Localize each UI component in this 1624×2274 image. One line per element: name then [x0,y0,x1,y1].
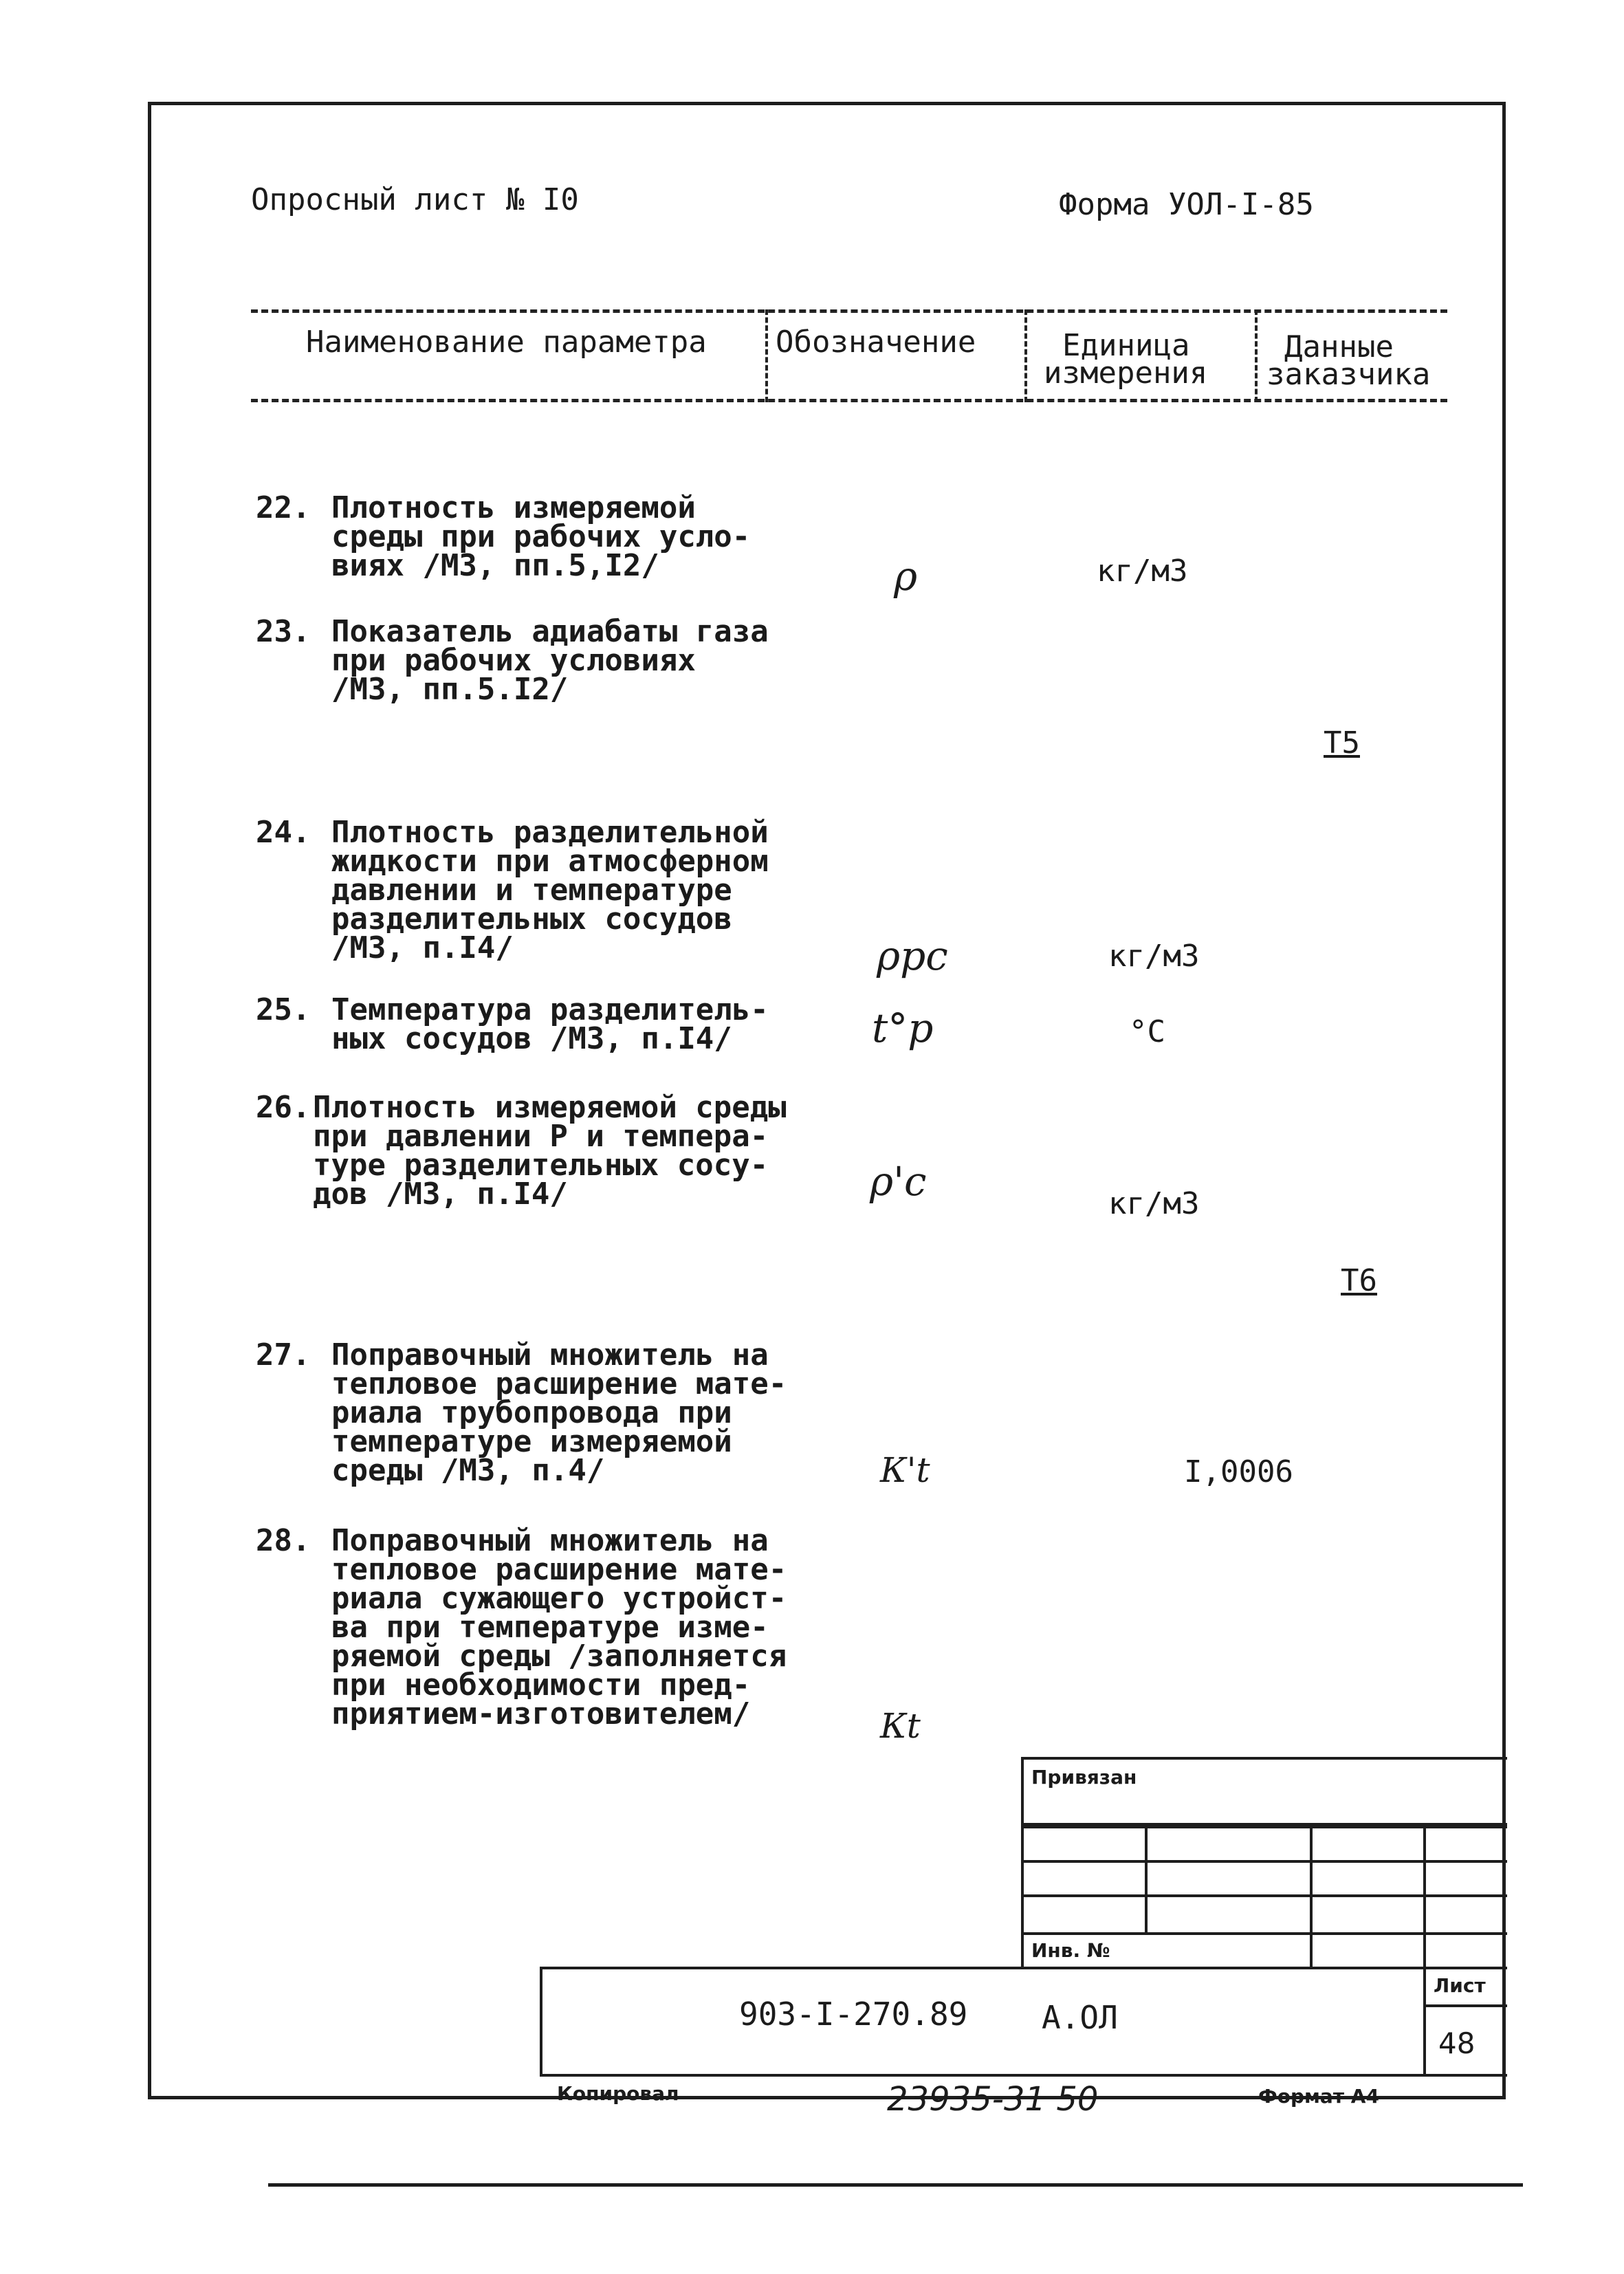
item-23-line2: при рабочих условиях [331,643,696,678]
item-28-line6: при необходимости пред- [331,1668,751,1703]
item-22-line2: среды при рабочих усло- [331,519,751,554]
header-top-rule [251,309,1447,313]
stamp-grid-row2 [1021,1860,1507,1863]
marker-t6: Т6 [1341,1263,1377,1298]
item-27-value: I,0006 [1184,1454,1293,1489]
item-22-line3: виях /М3, пп.5,I2/ [331,548,659,583]
item-27-line2: тепловое расширение мате- [331,1366,787,1401]
item-24-unit: кг/м3 [1108,939,1200,974]
item-23-line1: Показатель адиабаты газа [331,614,769,649]
stamp-grid-row4 [1021,1932,1507,1935]
item-27-line5: среды /М3, п.4/ [331,1453,605,1488]
bottom-rule [268,2183,1523,2187]
stamp-doc-suffix: А.ОЛ [1042,1999,1118,2036]
header-bottom-rule [251,399,1447,402]
item-27-number: 27. [256,1337,311,1373]
item-24-number: 24. [256,815,311,850]
col-unit-line1: Единица [1062,328,1190,363]
stamp-grid-col2 [1310,1826,1313,1967]
footer-handwritten-number: 23935-31 50 [887,2080,1099,2119]
col-divider-1 [765,309,768,402]
item-27-symbol: К't [880,1450,930,1490]
item-27-line1: Поправочный множитель на [331,1337,769,1373]
item-26-number: 26. [256,1090,311,1125]
col-divider-3 [1255,309,1258,402]
item-23-line3: /М3, пп.5.I2/ [331,672,569,707]
item-23-number: 23. [256,614,311,649]
item-28-line1: Поправочный множитель на [331,1523,769,1558]
item-26-unit: кг/м3 [1108,1186,1200,1221]
item-24-line2: жидкости при атмосферном [331,844,769,879]
col-param-name: Наименование параметра [306,325,707,360]
stamp-grid-col3 [1423,1826,1426,1967]
item-25-line2: ных сосудов /М3, п.I4/ [331,1021,732,1056]
stamp-grid-row1 [1021,1826,1507,1828]
item-28-line2: тепловое расширение мате- [331,1552,787,1587]
sheet-title: Опросный лист № I0 [251,182,579,217]
col-designation: Обозначение [776,325,976,360]
col-divider-2 [1024,309,1027,402]
stamp-sheet-rule [1423,2004,1507,2007]
item-22-unit: кг/м3 [1097,554,1188,589]
item-22-number: 22. [256,490,311,525]
item-26-line3: туре разделительных сосу- [313,1148,769,1183]
stamp-doc-code: 903-I-270.89 [739,1996,968,2033]
item-26-line2: при давлении Р и темпера- [313,1119,769,1154]
stamp-bound-label: Привязан [1031,1766,1137,1789]
item-25-line1: Температура разделитель- [331,992,769,1027]
form-code: Форма УОЛ-I-85 [1059,187,1314,222]
item-26-line1: Плотность измеряемой среды [313,1090,787,1125]
stamp-sheet-divider [1423,1967,1426,2077]
item-25-symbol: t°р [872,1005,934,1051]
item-28-line3: риала сужающего устройст- [331,1581,787,1616]
stamp-inv-label: Инв. № [1031,1939,1110,1962]
footer-format-label: Формат А4 [1258,2085,1379,2108]
footer-copied-label: Копировал [557,2082,679,2105]
item-25-unit: °С [1129,1014,1165,1049]
stamp-main-cell [540,1967,1507,2077]
item-24-line5: /М3, п.I4/ [331,930,514,965]
col-data-line2: заказчика [1266,357,1431,392]
item-26-symbol: ρ'с [870,1158,927,1205]
item-25-number: 25. [256,992,311,1027]
item-28-line7: приятием-изготовителем/ [331,1696,751,1731]
item-27-line3: риала трубопровода при [331,1395,732,1430]
item-24-line4: разделительных сосудов [331,901,732,937]
marker-t5: Т5 [1324,725,1360,761]
item-28-line5: ряемой среды /заполняется [331,1639,787,1674]
item-28-line4: ва при температуре изме- [331,1610,769,1645]
item-22-symbol: ρ [894,553,918,600]
stamp-sheet-label: Лист [1434,1974,1486,1997]
stamp-grid-row3 [1021,1894,1507,1897]
item-26-line4: дов /М3, п.I4/ [313,1177,568,1212]
item-28-symbol: Кt [880,1706,921,1746]
item-24-line1: Плотность разделительной [331,815,769,850]
item-24-symbol: ρрс [877,932,948,979]
item-27-line4: температуре измеряемой [331,1424,732,1459]
stamp-grid-col0 [1021,1757,1024,1967]
stamp-grid-col1 [1145,1826,1148,1932]
col-unit-line2: измерения [1044,356,1208,391]
stamp-sheet-number: 48 [1438,2026,1475,2060]
item-24-line3: давлении и температуре [331,873,732,908]
item-28-number: 28. [256,1523,311,1558]
col-data-line1: Данные [1284,329,1394,364]
item-22-line1: Плотность измеряемой [331,490,696,525]
